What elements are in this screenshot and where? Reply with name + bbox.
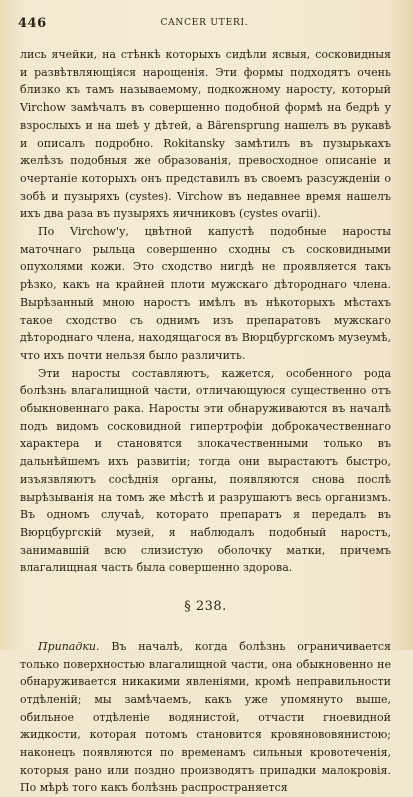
section-text: Въ началѣ, когда болѣзнь ограничивается только поверхностью влагалищной части, она обыкновенно не обнаруживается никакими явленіями, кромѣ неправильности отдѣленій; мы замѣчаемъ, какъ уже упомянуто выше, обильное отдѣленіе водянистой, отчасти гноевидной жидкости, которая потомъ становится кровянововянистою; наконецъ появляются по временамъ сильныя кровотеченія, которыя рано или поздно производятъ припадки малокровія. По мѣрѣ того какъ болѣзнь распространяется — [20, 639, 391, 795]
body-text — [20, 46, 391, 797]
page-number: 446 — [18, 16, 47, 31]
paragraph-2: По Virchow'у, цвѣтной капустѣ подобные наросты маточнаго рыльца совершенно сходны съ сосковидными опухолями кожи. Это сходство нигдѣ не проявляется такъ рѣзко, какъ на крайней плоти мужскаго дѣтороднаго члена. Вырѣзанный мною наростъ имѣлъ въ нѣкоторыхъ мѣстахъ такое сходство съ однимъ изъ препаратовъ мужскаго дѣтороднаго члена, находящагося въ Вюрцбургскомъ музеумѣ, что ихъ почти нельзя было различить. — [20, 225, 391, 362]
section-paragraph — [20, 638, 391, 797]
section-lead: Припадки. — [38, 639, 100, 653]
paragraph-1: лись ячейки, на стѣнкѣ которыхъ сидѣли ясвыя, сосковидныя и развѣтвляющіяся нарощенія. Эти формы подходятъ очень близко къ тамъ называемому, подкожному наросту, который Virchow замѣчалъ въ совершенно подобной формѣ на бедрѣ у взрослыхъ и на шеѣ у дѣтей, а Bärensprung нашелъ въ рукавѣ и описалъ подробно. Rokitansky замѣтилъ въ пузырькахъ желѣзъ подобныя же образованія, превосходное описаніе и очертаніе которыхъ онъ представилъ въ своемъ разсужденіи о зобѣ и пузыряхъ (cystes). Virchow въ недавнее время нашелъ ихъ два раза въ пузыряхъ яичниковъ (cystes ovarii). — [20, 48, 391, 221]
page-header — [18, 16, 391, 32]
section-heading: § 238. — [184, 599, 227, 615]
running-head: CANCER UTERI. — [160, 18, 249, 28]
paragraph-3: Эти наросты составляютъ, кажется, особенного рода болѣзнь влагалищной части, отличающуюся существенно отъ обыкновеннаго рака. Наросты эти обнаруживаются въ началѣ подъ видомъ сосковидной гипертрофіи доброкачественнаго характера и становятся злокачественными только въ дальнѣйшемъ ихъ развитіи; тогда они вырастаютъ быстро, изъязвляютъ сосѣднія органы, появляются снова послѣ вырѣзыванія на томъ же мѣстѣ и разрушаютъ весь организмъ. Въ одномъ случаѣ, которато препаратъ я передалъ въ Вюрцбургскій музей, я наблюдалъ подобный наростъ, занимавшій всю слизистую оболочку матки, причемъ влагалищная часть была совершенно здорова. — [20, 366, 391, 575]
